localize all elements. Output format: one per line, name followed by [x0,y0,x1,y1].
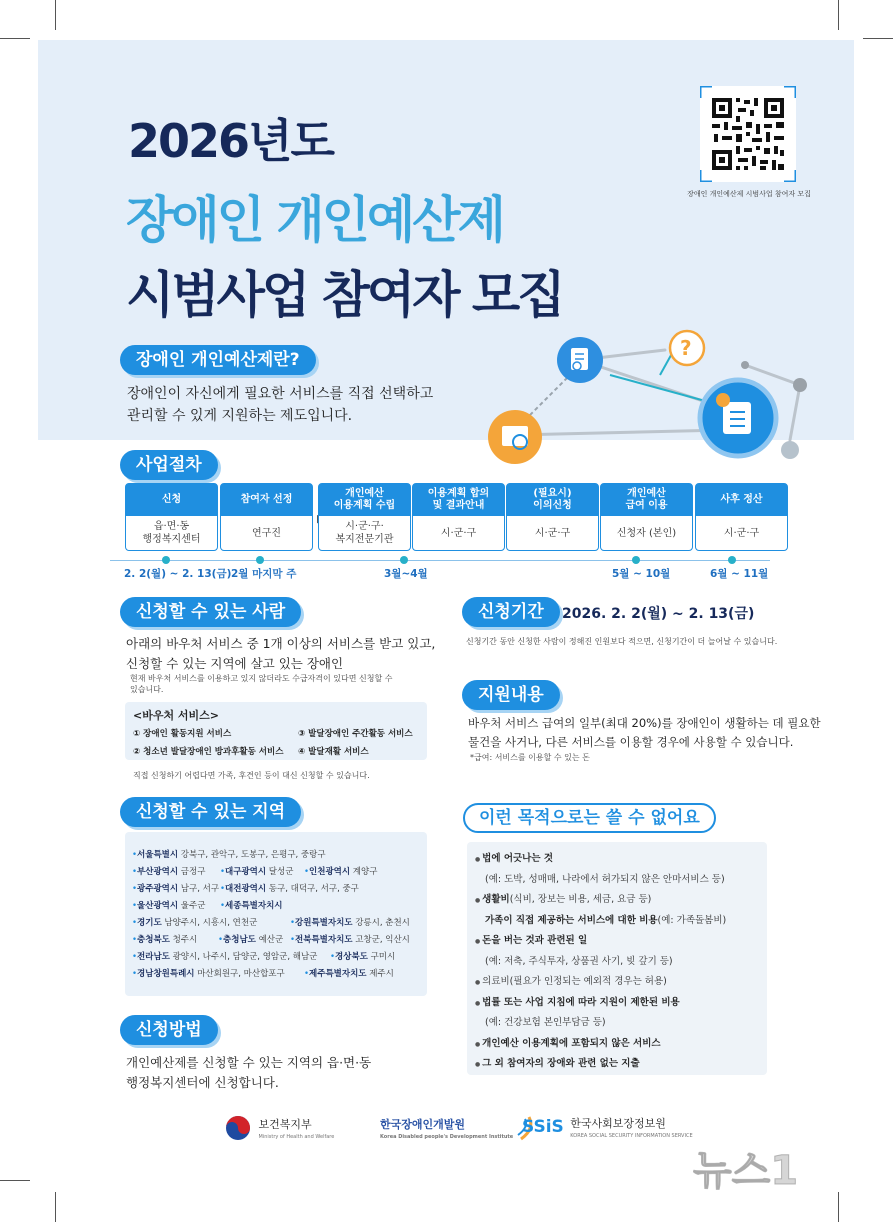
bullet-icon: ● [475,999,483,1007]
timeline-label: 2월 마지막 주 [231,568,297,580]
bullet-icon: • [132,969,138,979]
region-detail: 청주시 [172,935,198,945]
region-item [304,967,394,979]
bullet-icon: • [290,935,296,945]
process-step [412,483,505,551]
step-agency: 시·군·구· 복지전문기관 [335,521,394,545]
crop-mark [0,1180,30,1181]
intro-line-2: 관리할 수 있게 지원하는 제도입니다. [127,408,353,424]
crop-mark [55,0,56,30]
qr-caption: 장애인 개인예산제 시범사업 참여자 모집 [687,190,811,198]
restriction-detail: (예: 건강보험 본인부담금 등) [485,1017,606,1028]
restriction-item [475,932,587,946]
restriction-item [475,891,651,905]
timeline-dot [632,556,640,564]
restriction-item [475,1055,640,1069]
support-heading: 지원내용 [462,680,560,710]
timeline-label: 5월 ~ 10월 [612,568,671,580]
bullet-icon: • [132,935,138,945]
restriction-item [485,912,726,926]
crop-mark [863,38,893,39]
bullet-icon: ● [475,897,483,904]
region-name: 전북특별자치도 [295,935,353,945]
restriction-bold: 가족이 직접 제공하는 서비스에 대한 비용 [485,914,658,926]
bullet-icon: ● [475,979,483,986]
voucher-item: ③ 발달장애인 주간활동 서비스 [298,729,413,739]
region-name: 서울특별시 [137,850,179,860]
step-title: 신청 [126,484,217,516]
restriction-detail: 의료비(필요가 인정되는 예외적 경우는 허용) [482,976,667,987]
process-step [695,483,788,551]
bullet-icon: • [132,867,138,877]
region-detail: 울주군 [180,901,206,911]
process-step [506,483,599,551]
region-detail: 금정구 [180,867,206,877]
region-item [220,899,283,911]
method-line-1: 개인예산제를 신청할 수 있는 지역의 읍·면·동 [126,1055,372,1070]
crop-mark [838,0,839,30]
ssis-logo [522,1115,693,1139]
restriction-item [475,850,553,864]
poster-title-sub: 시범사업 참여자 모집 [126,266,563,324]
step-title: 이용계획 합의 및 결과안내 [413,484,504,516]
support-text [468,714,821,752]
restriction-detail: (예: 저축, 주식투자, 상품권 사기, 빚 갚기 등) [485,955,673,967]
ssis-mark: SSiS [522,1117,564,1137]
region-detail: 예산군 [258,935,284,945]
method-text [126,1053,371,1093]
region-detail: 제주시 [369,969,394,979]
step-agency: 읍·면·동 행정복지센터 [142,521,201,545]
process-step [125,483,218,551]
regions-heading: 신청할 수 있는 지역 [120,797,301,827]
restriction-bold: 개인예산 이용계획에 포함되지 않은 서비스 [482,1037,661,1049]
support-line-1: 바우처 서비스 급여의 일부(최대 20%)를 장애인이 생활하는 데 필요한 [468,716,821,730]
restriction-item [485,871,725,885]
eligibility-heading: 신청할 수 있는 사람 [120,597,301,627]
eligibility-note-2: 있습니다. [130,685,164,694]
region-detail: 남양주시, 시흥시, 연천군 [164,918,258,928]
region-name: 대전광역시 [225,884,267,894]
region-name: 경남창원특례시 [137,969,195,979]
region-name: 경상북도 [335,952,368,962]
svg-text:?: ? [680,336,692,360]
method-heading: 신청방법 [120,1015,218,1045]
step-title: (필요시) 이의신청 [507,484,598,516]
eligibility-line-1: 아래의 바우처 서비스 중 1개 이상의 서비스를 받고 있고, [126,636,436,651]
org1-name: 보건복지부 [258,1118,312,1131]
kodds-logo [380,1115,537,1141]
eligibility-line-2: 신청할 수 있는 지역에 살고 있는 장애인 [126,656,344,671]
restriction-item [475,973,667,987]
method-line-2: 행정복지센터에 신청합니다. [126,1075,279,1090]
eligibility-text [126,634,435,674]
eligibility-note [130,673,392,695]
news1-watermark [693,1132,883,1202]
step-agency: 시·군·구 [534,527,571,539]
poster-year: 2026년도 [128,114,333,168]
region-detail: 남구, 서구 [180,884,220,894]
intro-text [127,383,433,427]
bullet-icon: ● [475,938,483,945]
region-name: 경기도 [137,918,162,928]
org2-en: Korea Disabled people's Development Institute [380,1134,514,1140]
bullet-icon: • [304,867,310,877]
timeline-dot [162,556,170,564]
timeline-dot [728,556,736,564]
region-item [132,916,257,928]
region-detail: 구미시 [370,952,396,962]
timeline-label: 3월~4월 [384,568,428,580]
bullet-icon: ● [475,1040,483,1048]
region-name: 부산광역시 [137,867,179,877]
region-detail: 달성군 [268,867,294,877]
support-note: *급여: 서비스를 이용할 수 있는 돈 [470,753,590,762]
region-detail: 강북구, 관악구, 도봉구, 은평구, 중랑구 [180,850,326,860]
bullet-icon: • [132,901,138,911]
region-item [132,967,285,979]
region-name: 전라남도 [137,952,170,962]
proxy-note: 직접 신청하기 어렵다면 가족, 후견인 등이 대신 신청할 수 있습니다. [133,771,370,780]
region-item [290,933,410,945]
restriction-item [485,1014,606,1028]
bullet-icon: • [304,969,310,979]
crop-mark [0,38,30,39]
region-detail: 마산회원구, 마산합포구 [197,969,285,979]
bullet-icon: ● [475,1061,483,1068]
restriction-item [475,1035,661,1049]
region-item [132,950,317,962]
voucher-title: <바우처 서비스> [133,709,220,722]
process-step [220,483,313,551]
bullet-icon: • [290,918,296,928]
restriction-bold: 그 외 참여자의 장애와 관련 없는 지출 [482,1058,640,1069]
region-item [132,882,219,894]
period-note: 신청기간 동안 신청한 사람이 정해진 인원보다 적으면, 신청기간이 더 늘어날 수 있습니다. [466,637,778,646]
org3-en: KOREA SOCIAL SECURITY INFORMATION SERVICE [570,1133,693,1139]
restriction-detail: (예: 가족돌봄비) [657,914,727,926]
restriction-bold: 생활비 [482,894,510,905]
bullet-icon: • [220,901,226,911]
voucher-item: ① 장애인 활동지원 서비스 [133,729,232,739]
voucher-item: ② 청소년 발달장애인 방과후활동 서비스 [133,747,284,757]
restriction-bold: 돈을 버는 것과 관련된 일 [482,935,588,946]
region-item [330,950,395,962]
intro-line-1: 장애인이 자신에게 필요한 서비스를 직접 선택하고 [127,386,434,402]
region-name: 광주광역시 [137,884,179,894]
qr-code[interactable] [700,86,796,182]
step-agency: 시·군·구 [440,527,477,539]
process-heading: 사업절차 [120,450,218,480]
poster-title-main: 장애인 개인예산제 [126,191,503,249]
bullet-icon: • [132,850,138,860]
bullet-icon: • [132,918,138,928]
region-item [132,848,326,860]
region-name: 세종특별자치시 [225,901,283,911]
mohw-logo [225,1115,334,1141]
restriction-bold: 법에 어긋나는 것 [482,853,554,864]
step-agency: 연구진 [252,527,281,539]
restriction-item [485,953,673,967]
taegeuk-icon [225,1115,251,1141]
region-detail: 강릉시, 춘천시 [355,918,410,928]
step-agency: 신청자 (본인) [616,527,677,539]
bullet-icon: • [218,935,224,945]
support-line-2: 물건을 사거나, 다른 서비스를 이용할 경우에 사용할 수 있습니다. [468,735,794,749]
watermark-text: 뉴스1 [693,1148,799,1194]
timeline-line [110,560,770,561]
restriction-detail: (식비, 장보는 비용, 세금, 요금 등) [509,894,652,905]
process-step [318,483,411,551]
region-name: 대구광역시 [225,867,267,877]
region-name: 충청북도 [137,935,170,945]
region-name: 충청남도 [223,935,256,945]
region-detail: 광양시, 나주시, 담양군, 영암군, 해남군 [172,952,318,962]
period-dates: 2026. 2. 2(월) ~ 2. 13(금) [562,606,755,622]
org2-name: 한국장애인개발원 [380,1118,466,1131]
org3-name: 한국사회보장정보원 [570,1117,666,1130]
step-title: 개인예산 급여 이용 [601,484,692,516]
region-detail: 고창군, 익산시 [355,935,410,945]
step-agency: 시·군·구 [723,527,760,539]
region-detail: 계양구 [352,867,378,877]
bullet-icon: • [132,952,138,962]
region-detail: 동구, 대덕구, 서구, 중구 [268,884,359,894]
region-item [132,899,205,911]
process-step [600,483,693,551]
intro-heading: 장애인 개인예산제란? [120,345,316,375]
step-title: 참여자 선정 [221,484,312,516]
region-item [132,933,197,945]
bullet-icon: • [330,952,336,962]
region-item [304,865,377,877]
timeline-dot [256,556,264,564]
bullet-icon: • [132,884,138,894]
region-name: 인천광역시 [309,867,351,877]
period-heading: 신청기간 [462,597,560,627]
region-name: 강원특별자치도 [295,918,353,928]
bullet-icon: • [220,884,226,894]
org1-en: Ministry of Health and Welfare [258,1134,335,1140]
restrictions-heading: 이런 목적으로는 쓸 수 없어요 [463,803,716,833]
bullet-icon: • [220,867,226,877]
restriction-bold: 법률 또는 사업 지침에 따라 지원이 제한된 비용 [482,996,680,1008]
eligibility-note-1: 현재 바우처 서비스를 이용하고 있지 않더라도 수급자격이 있다면 신청할 수 [130,674,393,683]
region-item [220,865,293,877]
region-item [290,916,410,928]
timeline-dot [400,556,408,564]
crop-mark [55,1192,56,1222]
restriction-item [475,994,680,1008]
region-item [218,933,283,945]
step-title: 개인예산 이용계획 수립 [319,484,410,516]
region-item [220,882,359,894]
step-title: 사후 정산 [696,484,787,516]
timeline-label: 2. 2(월) ~ 2. 13(금) [124,568,232,580]
timeline-label: 6월 ~ 11월 [710,568,769,580]
region-name: 제주특별자치도 [309,969,367,979]
region-item [132,865,205,877]
voucher-item: ④ 발달재활 서비스 [298,747,369,757]
network-illustration [480,320,820,470]
restriction-detail: (예: 도박, 성매매, 나라에서 허가되지 않은 안마서비스 등) [485,873,725,885]
bullet-icon: ● [475,856,483,863]
region-name: 울산광역시 [137,901,179,911]
